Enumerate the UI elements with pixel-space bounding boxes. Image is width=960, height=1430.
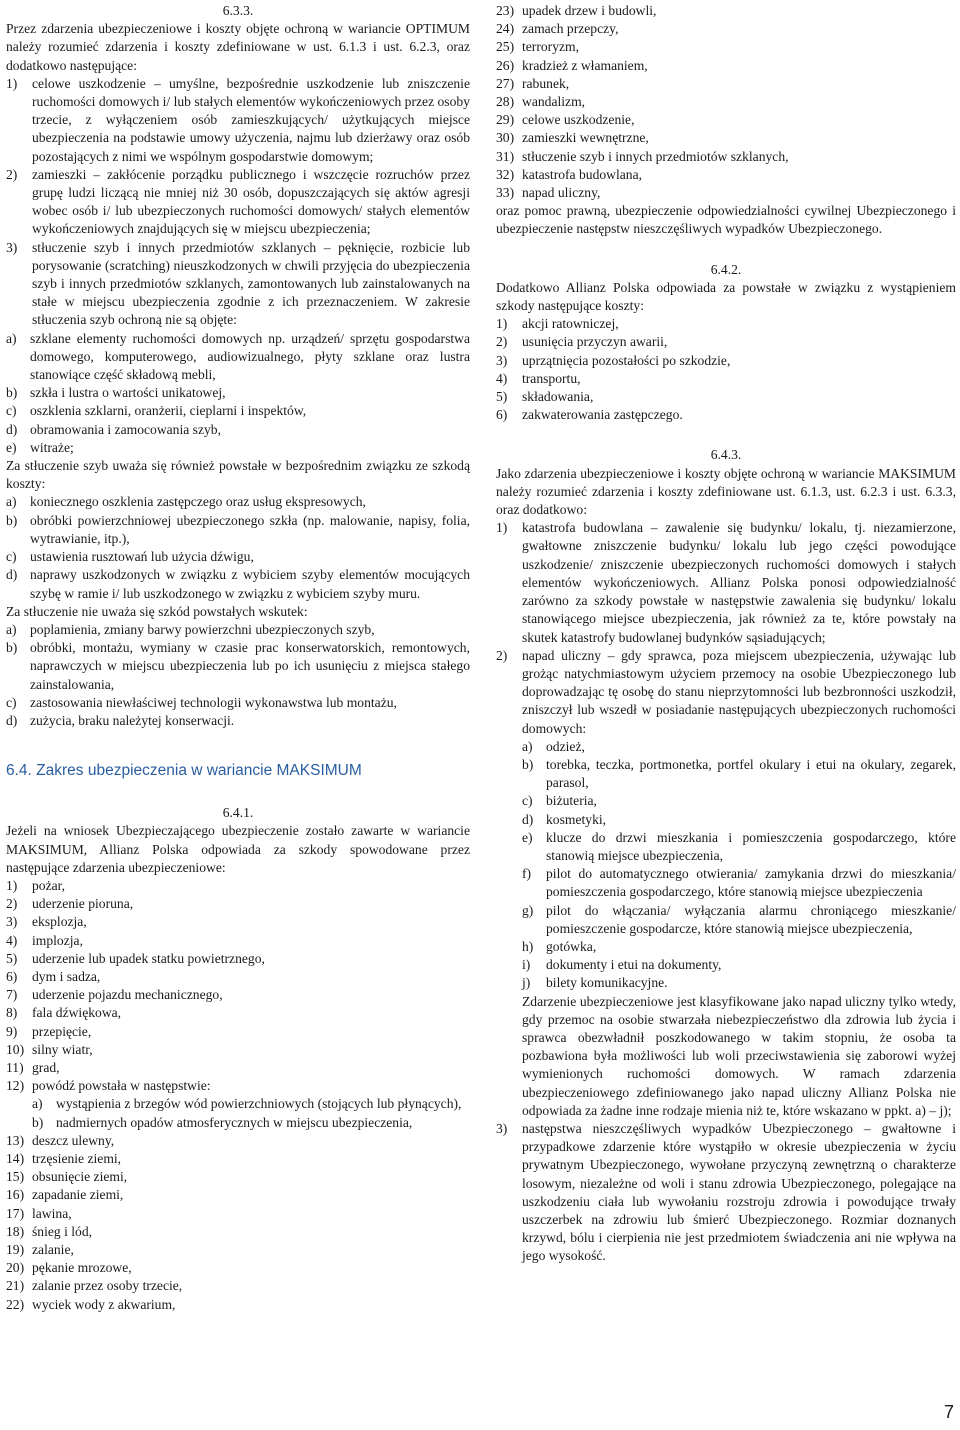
list-item: 19) zalanie, (6, 1242, 74, 1257)
sub-item: a) szklane elementy ruchomości domowych np. urządzeń/ sprzętu gospodarstwa domowego, komputerowego, audiowizualnego, płyty szklane oraz lustra stanowiące część składową mebli, (6, 330, 470, 383)
list-item: 3) stłuczenie szyb i innych przedmiotów szklanych – pęknięcie, rozbicie lub porysowanie (scratching) nieuszkodzonych w chwili przyjęcia do ubezpieczenia szyb i innych przedmiotów szklanych, zamontowanych lub zainstalowanych na stałe w miejscu ubezpieczenia zgodnie z ich przeznaczeniem. W zakresie stłuczenia szyb ochroną nie są objęte: (6, 239, 470, 328)
section-6-3-3-intro: Przez zdarzenia ubezpieczeniowe i koszty objęte ochroną w wariancie OPTIMUM należy rozumieć zdarzenia i koszty zdefiniowane w ust. 6.1.3 i ust. 6.2.3, oraz dodatkowo następujące: (6, 21, 470, 73)
sub-item: e) klucze do drzwi mieszkania i pomieszczenia gospodarczego, które stanowią miejsce ubezpieczenia, (522, 829, 956, 863)
costs-list (496, 315, 956, 424)
exclusions-intro: Za stłuczenie nie uważa się szkód powstałych wskutek: (6, 603, 308, 619)
list-item: 12) powódź powstała w następstwie: (6, 1078, 211, 1094)
sub-item: h) gotówka, (522, 938, 597, 954)
list-item: 29) celowe uszkodzenie, (496, 112, 635, 128)
sub-item: f) pilot do automatycznego otwierania/ zamykania drzwi do mieszkania/ pomieszczenia gospodarczego, które stanowią miejsce ubezpieczenia (522, 866, 956, 900)
list-item: 26) kradzież z włamaniem, (496, 57, 648, 73)
list-item: 10) silny wiatr, (6, 1041, 93, 1057)
sub-item: b) obróbki, montażu, wymiany w czasie prac konserwatorskich, remontowych, naprawczych w miejscu ubezpieczenia lub po ich usunięciu z miejsca stałego zainstalowania, (6, 640, 470, 692)
robbery-sublist (496, 738, 956, 993)
list-item: 30) zamieszki wewnętrzne, (496, 130, 649, 146)
section-6-4-1-outro: oraz pomoc prawną, ubezpieczenie odpowiedzialności cywilnej Ubezpieczonego i ubezpieczenie następstw nieszczęśliwych wypadków Ubezpieczonego. (496, 203, 956, 237)
list-item: 16) zapadanie ziemi, (6, 1187, 124, 1203)
sub-item: a) poplamienia, zmiany barwy powierzchni ubezpieczonych szyb, (6, 621, 375, 637)
events-list-a (6, 877, 470, 1095)
sub-item: d) naprawy uszkodzonych w związku z wybiciem szyby elementów mocujących szybę w ramie i/ lub uszkodzonego w związku z wybiciem szyby muru. (6, 567, 470, 601)
section-number-6-4-2: 6.4.2. (710, 261, 742, 277)
list-item: 3) uprzątnięcia pozostałości po szkodzie, (496, 352, 731, 368)
sub-item: c) oszklenia szklarni, oranżerii, cieplarni i inspektów, (6, 403, 307, 419)
list-item: 18) śnieg i lód, (6, 1223, 93, 1239)
list-item: 15) obsunięcie ziemi, (6, 1169, 128, 1185)
section-6-4-3-intro: Jako zdarzenia ubezpieczeniowe i koszty objęte ochroną w wariancie MAKSIMUM należy rozumieć zdarzenia i koszty zdefiniowane ust. 6.1.3, ust. 6.2.3 i ust. 6.3.3, oraz dodatkowo: (496, 465, 956, 518)
sub-item: b) obróbki powierzchniowej ubezpieczonego szkła (np. malowanie, napisy, folia, wytrawianie, itp.), (6, 512, 470, 546)
sub-item: c) biżuteria, (522, 793, 597, 809)
list-item: 21) zalanie przez osoby trzecie, (6, 1278, 183, 1294)
sub-item: d) zużycia, braku należytej konserwacji. (6, 712, 235, 728)
sub-item: a) koniecznego oszklenia zastępczego oraz usług ekspresowych, (6, 494, 366, 510)
list-item: 5) uderzenie lub upadek statku powietrznego, (6, 950, 265, 966)
list-item: 33) napad uliczny, (496, 185, 601, 201)
list-item: 17) lawina, (6, 1205, 72, 1221)
list-item: 28) wandalizm, (496, 94, 586, 110)
section-number-6-4-3: 6.4.3. (710, 447, 742, 463)
right-column (496, 2, 956, 1266)
sub-item: a) odzież, (522, 738, 585, 754)
list-item: 1) pożar, (6, 877, 66, 893)
list-item: 27) rabunek, (496, 75, 570, 91)
sub-item: b) nadmiernych opadów atmosferycznych w miejscu ubezpieczenia, (32, 1114, 413, 1130)
list-item: 2) usunięcia przyczyn awarii, (496, 334, 668, 350)
section-6-4-2-intro: Dodatkowo Allianz Polska odpowiada za powstałe w związku z wystąpieniem szkody następujące koszty: (496, 279, 956, 314)
list-item: 6) dym i sadza, (6, 968, 101, 984)
list-item: 7) uderzenie pojazdu mechanicznego, (6, 987, 223, 1003)
sub-item: i) dokumenty i etui na dokumenty, (522, 957, 722, 973)
sub-item: j) bilety komunikacyjne. (522, 975, 668, 991)
list-item: 23) upadek drzew i budowli, (496, 3, 657, 18)
section-number-6-4-1: 6.4.1. (222, 805, 254, 821)
list-item: 9) przepięcie, (6, 1023, 92, 1039)
sub-item: g) pilot do włączania/ wyłączania alarmu chroniącego mieszkanie/ pomieszczenie gospodarcze, które stanowią miejsce ubezpieczenia, (522, 902, 956, 936)
list-item: 2) napad uliczny – gdy sprawca, poza miejscem ubezpieczenia, używając lub grożąc natychmiastowym użyciem przemocy na osobie Ubezpieczonego lub doprowadzając tę osobę do stanu nieprzytomności lub bezbronności uszkodził, zniszczył lub wszedł w posiadanie następujących ubezpieczonych ruchomości domowych: (496, 647, 956, 736)
street-robbery-note: Zdarzenie ubezpieczeniowe jest klasyfikowane jako napad uliczny tylko wtedy, gdy przemoc na osobie stwarzała niebezpieczeństwo dla zdrowia lub życia i sprawca obezwładnił poszkodowanego w takim stopniu, że osoba ta pozbawiona była możliwości lub woli przeciwstawienia się zaborowi wyżej wymienionych ruchomości domowych. W ramach zdarzenia ubezpieczeniowego zdefiniowanego jako napad uliczny Allianz Polska nie odpowiada za żadne inne rodzaje mienia niż te, które wskazano w ppkt. a) – j); (522, 993, 956, 1118)
sub-item: d) obramowania i zamocowania szyb, (6, 421, 221, 437)
list-item: 32) katastrofa budowlana, (496, 166, 643, 182)
list-item: 14) trzęsienie ziemi, (6, 1150, 122, 1166)
list-item: 13) deszcz ulewny, (6, 1132, 115, 1148)
list-item: 1) celowe uszkodzenie – umyślne, bezpośrednie uszkodzenie lub zniszczenie ruchomości domowych i/ lub stałych elementów wykończeniowych przez osoby trzecie, z wyłączeniem osób zamieszkujących/ użytkujących miejsce ubezpieczenia na podstawie umowy użyczenia, najmu lub dzierżawy oraz osób pozostających z nimi we wspólnym gospodarstwie domowym; (6, 75, 470, 164)
list-item: 22) wyciek wody z akwarium, (6, 1296, 176, 1312)
left-column (6, 2, 470, 1314)
section-6-4-1-intro: Jeżeli na wniosek Ubezpieczającego ubezpieczenie zostało zawarte w wariancie MAKSIMUM, Allianz Polska odpowiada za szkody spowodowane przez następujące zdarzenia ubezpieczeniowe: (6, 823, 470, 875)
list-item: 1) katastrofa budowlana – zawalenie się budynku/ lokalu, tj. niezamierzone, gwałtowne zniszczenie budynku/ lokalu lub jego części powodujące uszkodzenie/ zniszczenie ubezpieczonych ruchomości domowych i stałych elementów wykończeniowych. Allianz Polska ponosi odpowiedzialność zarówno za szkody powstałe w następstwie zawalenia się budynku/ lokalu stanowiącego miejsce ubezpieczenia, jak również za te, które powstały na skutek katastrofy budowlanej budynków sąsiadujących; (496, 520, 956, 645)
sub-item: b) torebka, teczka, portmonetka, portfel okulary i etui na okulary, zegarek, parasol, (522, 756, 956, 791)
sub-item: e) witraże; (6, 439, 74, 455)
list-item: 11) grad, (6, 1059, 60, 1075)
sub-item: a) wystąpienia z brzegów wód powierzchniowych (stojących lub płynących), (32, 1096, 462, 1112)
list-item: 24) zamach przepczy, (496, 21, 619, 37)
list-item: 31) stłuczenie szyb i innych przedmiotów szklanych, (496, 148, 789, 164)
list-item: 1) akcji ratowniczej, (496, 316, 619, 332)
list-item: 2) zamieszki – zakłócenie porządku publicznego i wszczęcie rozruchów przez grupę ludzi liczącą nie mniej niż 30 osób, dopuszczających się aktów agresji wobec osób i/ lub ubezpieczonych ruchomości domowych/ stałych elementów wykończeniowych znajdujących się w miejscu ubezpieczenia; (6, 166, 470, 237)
list-item: 2) uderzenie pioruna, (6, 896, 134, 912)
list-item: 25) terroryzm, (496, 39, 579, 55)
section-number-6-3-3: 6.3.3. (222, 3, 254, 18)
events-list-b (6, 1132, 470, 1314)
list-item: 3) eksplozja, (6, 914, 87, 930)
list-item: 5) składowania, (496, 389, 594, 405)
sub-item: c) zastosowania niewłaściwej technologii wykonawstwa lub montażu, (6, 694, 397, 710)
page-number: 7 (943, 1402, 954, 1422)
flood-sublist (6, 1095, 470, 1131)
sub-item: c) ustawienia rusztowań lub użycia dźwigu, (6, 549, 254, 565)
section-heading-6-4: 6.4. Zakres ubezpieczenia w wariancie MAKSIMUM (6, 762, 362, 780)
sub-item: b) szkła i lustra o wartości unikatowej, (6, 385, 226, 401)
events-list-c (496, 2, 956, 202)
sub-item: d) kosmetyki, (522, 811, 607, 827)
list-item: 20) pękanie mrozowe, (6, 1260, 132, 1276)
costs-intro: Za stłuczenie szyb uważa się również powstałe w bezpośrednim związku ze szkodą koszty: (6, 458, 470, 492)
list-item: 3) następstwa nieszczęśliwych wypadków Ubezpieczonego – gwałtowne i przypadkowe zdarzenie które wystąpiło w okresie ubezpieczenia w życiu prywatnym Ubezpieczonego, wywołane przyczyną zewnętrzną o charakterze losowym, niezależne od woli i stanu zdrowia Ubezpieczonego, polegające na uszkodzeniu ciała lub wywołaniu rozstroju zdrowia i powodujące trwały uszczerbek na zdrowiu lub śmierć Ubezpieczonego. Rozmiar doznanych krzywd, bólu i cierpienia nie jest przedmiotem świadczenia ani nie wpływa na jego wysokość. (496, 1120, 956, 1264)
list-item: 4) implozja, (6, 932, 83, 948)
list-item: 4) transportu, (496, 370, 581, 386)
list-item: 6) zakwaterowania zastępczego. (496, 407, 683, 423)
list-item: 8) fala dźwiękowa, (6, 1005, 122, 1021)
